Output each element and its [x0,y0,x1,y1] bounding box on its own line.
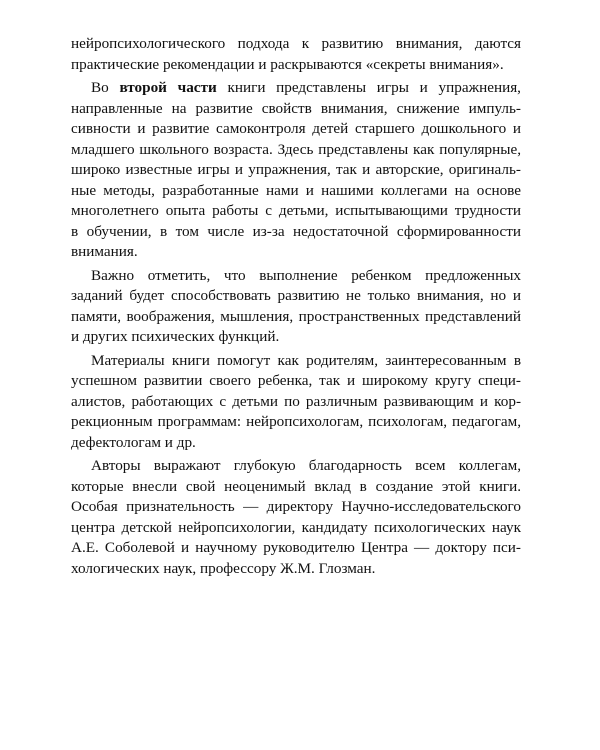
text-line: Авторы выражают глубокую благодарность всем коллегам, [91,457,521,474]
text-line: рекционным программам: нейропсихологам, психологам, педагогам, [71,413,521,430]
paragraph-2-lead-rest: книги представлены игры и упражнения, [216,79,521,96]
text-line [71,78,521,99]
text-line: многолетнего опыта работы с детьми, испытывающими трудности [71,202,521,219]
text-line: памяти, воображения, мышления, пространственных представлений [71,307,521,325]
text-line: практические рекомендации и раскрываются «секреты внимания». [71,55,504,73]
text-line: Важно отметить, что выполнение ребенком предложенных [91,266,521,284]
text-line: нейропсихологического подхода к развитию внимания, даются [71,35,521,52]
text-line: внимания. [71,243,138,260]
text-line: Материалы книги помогут как родителям, заинтересованным в [91,351,521,369]
text-line: направленные на развитие свойств внимания, снижение импуль- [71,99,521,117]
paragraph-1 [71,34,521,75]
paragraph-5 [71,456,521,579]
paragraph-2 [71,78,521,263]
text-line: алистов, работающих с детьми по различным развивающим и кор- [71,392,521,410]
paragraph-3 [71,266,521,348]
text-line: центра детской нейропсихологии, кандидату психологических наук [71,518,521,536]
text-line: сивности и развитие самоконтроля детей старшего дошкольного и [71,120,521,137]
text-line: широко известные игры и упражнения, так и авторские, оригиналь- [71,161,521,178]
text-line: Особая признательность — директору Научно-исследовательского [71,498,521,515]
emphasis-second-part: второй части [119,79,217,96]
text-line: хологических наук, профессору Ж.М. Глозман. [71,559,376,577]
text-line: А.Е. Соболевой и научному руководителю Центра — доктору пси- [71,539,521,556]
text-line: младшего школьного возраста. Здесь представлены как популярные, [71,140,521,158]
document-page [71,34,521,579]
text-line: успешном развитии своего ребенка, так и широкому кругу специ- [71,372,521,389]
paragraph-4 [71,351,521,454]
text-line: которые внесли свой неоценимый вклад в создание этой книги. [71,477,521,495]
paragraph-2-lead: Во [91,79,120,96]
text-line: дефектологам и др. [71,433,196,451]
text-line: заданий будет способствовать развитию не только внимания, но и [71,287,521,304]
text-line: ные методы, разработанные нами и нашими коллегами на основе [71,181,521,199]
text-line: и других психических функций. [71,328,280,345]
text-line: в обучении, в том числе из-за недостаточной сформированности [71,222,521,240]
